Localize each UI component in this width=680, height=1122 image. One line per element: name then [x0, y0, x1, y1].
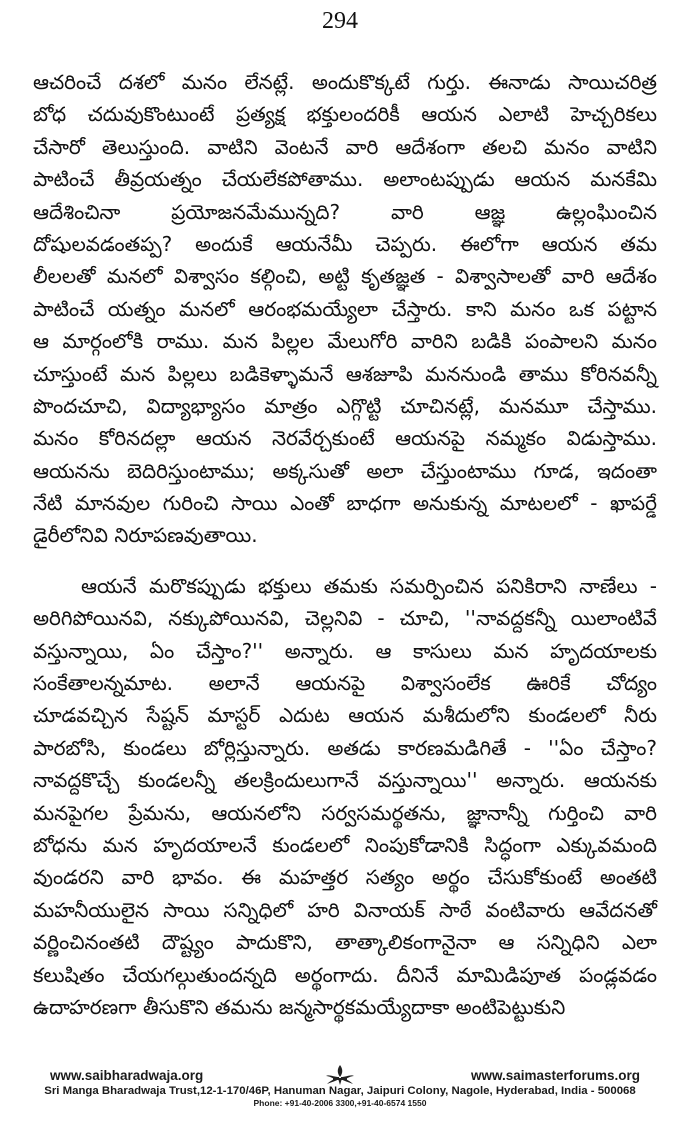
text-line: వుండరని వారి భావం. ఈ మహత్తర సత్యం అర్థం చేసుకోకుంటే అంతటి	[33, 865, 657, 890]
text-line: నావద్దకొచ్చే కుండలన్నీ తలక్రిందులుగానే వస్తున్నాయి'' అన్నారు. ఆయనకు	[33, 768, 657, 793]
text-line: ఆదేశించినా ప్రయోజనమేమున్నది? వారి ఆజ్ఞ ఉల్లంఘించిన	[33, 199, 657, 224]
text-line: మనం కోరినదల్లా ఆయన నెరవేర్చకుంటే ఆయనపై నమ్మకం విడుస్తాము.	[33, 426, 657, 451]
page-number: 294	[322, 8, 358, 34]
text-line: చేసారో తెలుస్తుంది. వాటిని వెంటనే వారి ఆదేశంగా తలచి మనం వాటిని	[33, 134, 657, 159]
text-line: వర్ణించినంతటి దౌష్ట్యం పాదుకొని, తాత్కాలికంగానైనా ఆ సన్నిధిని ఎలా	[33, 930, 657, 955]
text-line: చూడవచ్చిన సేష్టన్ మాస్టర్ ఎదుట ఆయన మశీదులోని కుండలలో నీరు	[33, 703, 657, 728]
text-line: ఆ మార్గంలోకి రాము. మన పిల్లల మేలుగోరి వారిని బడికి పంపాలని మనం	[33, 329, 657, 354]
text-line: పొందచూచి, విద్యాభ్యాసం మాత్రం ఎగ్గొట్టి చూచినట్లే, మనమూ చేస్తాము.	[33, 393, 657, 418]
text-line: బోధను మన హృదయాలనే కుండలలో నింపుకోడానికి సిద్ధంగా ఎక్కువమంది	[33, 832, 657, 857]
text-line: సంకేతాలన్నమాట. అలానే ఆయనపై విశ్వాసంలేక ఊరికే చోద్యం	[33, 671, 657, 696]
text-line: మనపైగల ప్రేమను, ఆయనలోని సర్వసమర్థతను, జ్ఞానాన్నీ గుర్తించి వారి	[33, 800, 657, 825]
text-line: బోధ చదువుకొంటుంటే ప్రత్యక్ష భక్తులందరికీ ఆయన ఎలాటి హెచ్చరికలు	[33, 102, 657, 127]
text-line: కలుషితం చేయగల్గుతుందన్నది అర్థంగాదు. దీనినే మామిడిపూత పండ్లవడం	[33, 962, 657, 987]
text-line: ఆయనను బెదిరిస్తుంటాము; అక్కసుతో అలా చేస్తుంటాము గూడ, ఇదంతా	[33, 458, 657, 483]
text-line: నేటి మానవుల గురించి సాయి ఎంతో బాధగా అనుకున్న మాటలలో - ఖాపర్డే	[33, 491, 657, 516]
website-link-right[interactable]: www.saimasterforums.org	[470, 1068, 640, 1083]
text-line: పాటించే తీవ్రయత్నం చేయలేకపోతాము. అలాంటప్పుడు ఆయన మనకేమి	[33, 167, 657, 192]
text-line: లీలలతో మనలో విశ్వాసం కల్గించి, అట్టి కృతజ్ఞత - విశ్వాసాలతో వారి ఆదేశం	[33, 264, 657, 289]
text-line: ఉదాహరణగా తీసుకొని తమను జన్మసార్థకమయ్యేదాకా అంటిపెట్టుకుని	[33, 994, 566, 1019]
fleur-de-lis-icon	[323, 1064, 357, 1086]
body-text	[33, 66, 657, 1023]
text-line: పారబోసి, కుండలు బోర్లిస్తున్నారు. అతడు కారణమడిగితే - ''ఏం చేస్తాం?	[33, 735, 657, 760]
text-line: అరిగిపోయినవి, నక్కుపోయినవి, చెల్లనివి - చూచి, ''నావద్దకన్నీ యిలాంటివే	[33, 606, 657, 631]
paragraph	[33, 570, 657, 1023]
page-footer	[28, 1068, 652, 1108]
footer-links-row	[28, 1068, 652, 1084]
paragraph-spacer	[33, 552, 657, 570]
text-line: ఆయనే మరొకప్పుడు భక్తులు తమకు సమర్పించిన పనికిరాని నాణేలు -	[81, 573, 657, 598]
phone-numbers: Phone: +91-40-2006 3300,+91-40-6574 1550	[253, 1098, 427, 1108]
text-line: చూస్తుంటే మన పిల్లలు బడికెళ్ళామనే ఆశజూపి మననుండి తాము కోరినవన్నీ	[33, 361, 657, 386]
text-line: వస్తున్నాయి, ఏం చేస్తాం?'' అన్నారు. ఆ కాసులు మన హృదయాలకు	[33, 638, 657, 663]
trust-address: Sri Manga Bharadwaja Trust,12-1-170/46P, Hanuman Nagar, Jaipuri Colony, Nagole, Hyderabad, India - 500068	[44, 1085, 636, 1097]
paragraph	[33, 66, 657, 552]
text-line: పాటించే యత్నం మనలో ఆరంభమయ్యేలా చేస్తారు. కాని మనం ఒక పట్టాన	[33, 296, 657, 321]
text-line: మహనీయులైన సాయి సన్నిధిలో హరి వినాయక్ సాఠే వంటివారు ఆవేదనతో	[33, 897, 657, 922]
text-line: ఆచరించే దశలో మనం లేనట్లే. అందుకొక్కటే గుర్తు. ఈనాడు సాయిచరిత్ర	[33, 70, 657, 94]
text-line: డైరీలోనివి నిరూపణవుతాయి.	[33, 523, 258, 548]
website-link-left[interactable]: www.saibharadwaja.org	[50, 1068, 204, 1083]
text-line: దోషులవడంతప్ప? అందుకే ఆయనేమీ చెప్పరు. ఈలోగా ఆయన తమ	[33, 231, 657, 256]
